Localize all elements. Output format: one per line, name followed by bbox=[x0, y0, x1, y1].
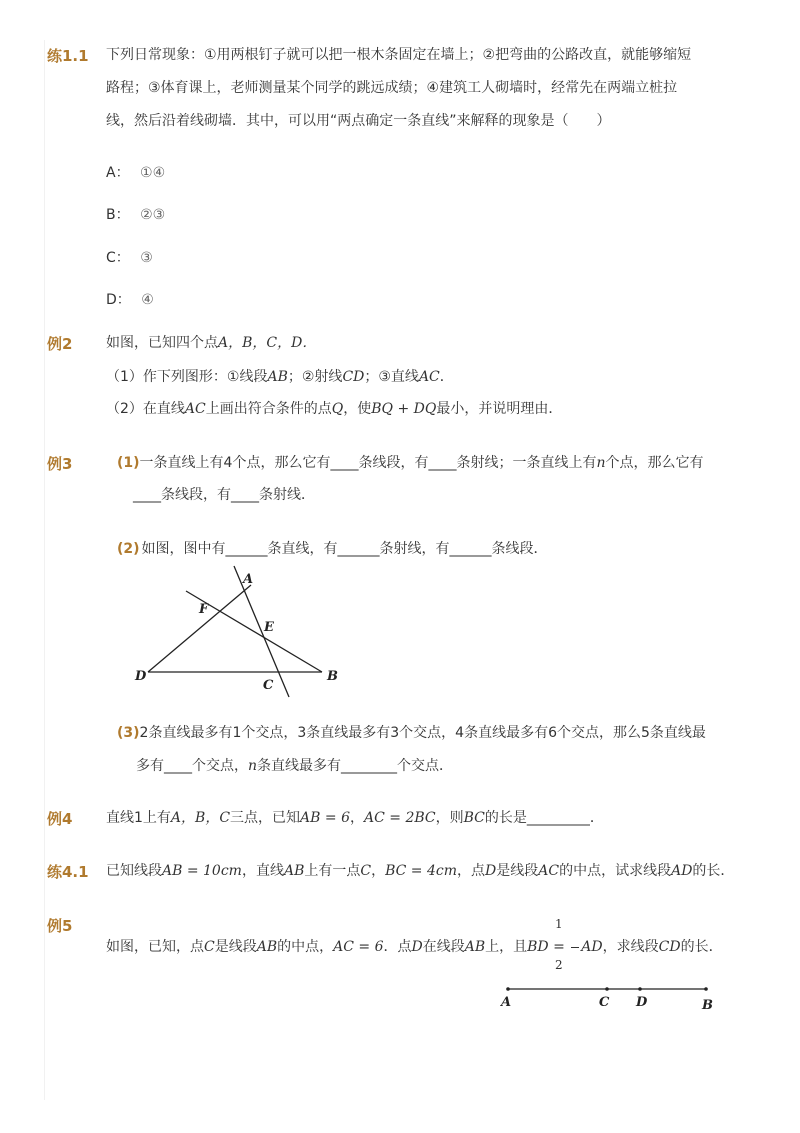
point-c bbox=[605, 987, 609, 991]
ex2-q2-prefix: （2）在直线 bbox=[106, 401, 185, 417]
option-d-value: ④ bbox=[141, 292, 154, 308]
ex5-d: D bbox=[411, 939, 423, 955]
ex5-t1: 如图，已知，点 bbox=[106, 939, 204, 955]
ex4-sep: ， bbox=[349, 810, 364, 826]
option-b-label: B： bbox=[106, 207, 130, 223]
point-a bbox=[506, 987, 510, 991]
ex4-1-t2: ，直线 bbox=[241, 863, 284, 879]
ex2-q2-expr: BQ + DQ bbox=[371, 401, 437, 417]
ex3-part-1-number: (1) bbox=[117, 455, 140, 471]
ex2-q1-end: ． bbox=[439, 369, 454, 385]
ex3-p3-n: n bbox=[248, 758, 258, 774]
ex4-eq1: AB = 6 bbox=[300, 810, 350, 826]
ex1-1-line-1: 下列日常现象：①用两根钉子就可以把一根木条固定在墙上；②把弯曲的公路改直，就能够缩短 bbox=[106, 47, 692, 63]
ex4-points: A，B，C bbox=[170, 810, 231, 826]
ex5-t4: ．点 bbox=[383, 939, 412, 955]
label-d: D bbox=[135, 669, 147, 684]
option-a-label: A： bbox=[106, 165, 130, 181]
ex2-points: A，B，C，D． bbox=[218, 335, 317, 351]
ex5-t8: 的长． bbox=[680, 939, 723, 955]
ex4-1-t1: 已知线段 bbox=[106, 863, 162, 879]
label-c: C bbox=[599, 995, 610, 1010]
point-d bbox=[638, 987, 642, 991]
point-b bbox=[704, 987, 708, 991]
ex3-part-1-line-2: ____条线段，有____条射线． bbox=[133, 487, 315, 503]
ex2-q2-end: 最小，并说明理由． bbox=[436, 401, 563, 417]
fraction-numerator: 1 bbox=[555, 917, 563, 931]
example-tag-3: 例3 bbox=[47, 455, 73, 473]
ex5-ab: AB bbox=[256, 939, 278, 955]
label-c: C bbox=[263, 678, 274, 693]
ex5-c: C bbox=[204, 939, 215, 955]
label-e: E bbox=[264, 620, 274, 635]
ex4-text-a: 直线1上有 bbox=[106, 810, 171, 826]
ex2-q2-ac: AC bbox=[184, 401, 206, 417]
ex4-1-t8: 的长． bbox=[692, 863, 735, 879]
ex5-t5: 在线段 bbox=[422, 939, 465, 955]
ex2-q2-mid: 上画出符合条件的点 bbox=[205, 401, 332, 417]
ex3-p3-text-2a: 多有____个交点， bbox=[136, 758, 248, 774]
ex3-part-3-number: (3) bbox=[117, 725, 140, 741]
example-tag-5: 例5 bbox=[47, 917, 73, 935]
label-a: A bbox=[501, 995, 512, 1010]
option-c-label: C： bbox=[106, 250, 130, 266]
ex4-1-t6: 是线段 bbox=[496, 863, 539, 879]
ex4-1-d: D bbox=[485, 863, 497, 879]
ex5-eq2a: BD = bbox=[527, 939, 570, 955]
ex4-1-t7: 的中点，试求线段 bbox=[559, 863, 672, 879]
ex2-q1-mid2: ；③直线 bbox=[364, 369, 419, 385]
ex4-text-c: ，则 bbox=[435, 810, 464, 826]
ex5-cd: CD bbox=[658, 939, 681, 955]
ex5-t7: ，求线段 bbox=[602, 939, 659, 955]
ex1-1-line-2: 路程；③体育课上，老师测量某个同学的跳远成绩；④建筑工人砌墙时，经常先在两端立桩拉 bbox=[106, 80, 678, 96]
label-b: B bbox=[702, 998, 713, 1013]
ex4-1-t4: ， bbox=[371, 863, 386, 879]
example-tag-2: 例2 bbox=[47, 335, 73, 353]
ex5-t2: 是线段 bbox=[214, 939, 257, 955]
ex2-q2-mid2: ，使 bbox=[343, 401, 372, 417]
fraction-denominator: 2 bbox=[555, 958, 563, 972]
label-b: B bbox=[327, 669, 338, 684]
ex2-q2-q: Q bbox=[331, 401, 344, 417]
ex4-1-c: C bbox=[360, 863, 372, 879]
exercise-tag-1-1: 练1.1 bbox=[47, 47, 89, 65]
label-a: A bbox=[243, 572, 254, 587]
ex3-p3-text-1: 2条直线最多有1个交点，3条直线最多有3个交点，4条直线最多有6个交点，那么5条直线最 bbox=[139, 725, 706, 741]
ex2-q1-prefix: （1）作下列图形：①线段 bbox=[106, 369, 268, 385]
ex4-1-ab: AB bbox=[283, 863, 305, 879]
ex3-p3-text-2b: 条直线最多有________个交点． bbox=[257, 758, 454, 774]
option-d-label: D： bbox=[106, 292, 131, 308]
ex5-ab2: AB bbox=[464, 939, 486, 955]
ex4-text-b: 三点，已知 bbox=[230, 810, 301, 826]
ex2-intro-text: 如图，已知四个点 bbox=[106, 335, 218, 351]
ex3-p1-n: n bbox=[596, 455, 606, 471]
ex4-1-eq2: BC = 4cm bbox=[385, 863, 458, 879]
label-f: F bbox=[199, 602, 209, 617]
ex4-1-ad: AD bbox=[671, 863, 693, 879]
ex3-p2-text: 如图，图中有______条直线，有______条射线，有______条线段． bbox=[141, 541, 548, 557]
ex4-text-d: 的长是_________． bbox=[484, 810, 604, 826]
ex2-q1-ab: AB bbox=[267, 369, 288, 385]
option-c-value: ③ bbox=[140, 250, 153, 266]
option-a-value: ①④ bbox=[140, 165, 166, 181]
ex2-q1-cd: CD bbox=[342, 369, 365, 385]
ex3-p1-text-b: 个点，那么它有 bbox=[605, 455, 704, 471]
ex4-1-eq1: AB = 10cm bbox=[162, 863, 242, 879]
exercise-tag-4-1: 练4.1 bbox=[47, 863, 89, 881]
ex4-eq2: AC = 2BC bbox=[363, 810, 436, 826]
ex5-t6: 上，且 bbox=[485, 939, 528, 955]
ex2-q1-ac: AC bbox=[418, 369, 440, 385]
ex3-p1-text-a: 一条直线上有4个点，那么它有____条线段，有____条射线；一条直线上有 bbox=[139, 455, 597, 471]
ex5-eq1: AC = 6 bbox=[333, 939, 384, 955]
ex3-part-2-number: (2) bbox=[117, 541, 140, 557]
ex4-1-t5: ，点 bbox=[457, 863, 486, 879]
ex4-bc: BC bbox=[463, 810, 485, 826]
ex1-1-line-3: 线，然后沿着线砌墙．其中，可以用“两点确定一条直线”来解释的现象是（ ） bbox=[106, 113, 611, 129]
ex5-t3: 的中点， bbox=[277, 939, 334, 955]
ex4-1-ac: AC bbox=[538, 863, 560, 879]
ex2-q1-mid: ；②射线 bbox=[287, 369, 343, 385]
ex4-1-t3: 上有一点 bbox=[304, 863, 361, 879]
example-tag-4: 例4 bbox=[47, 810, 73, 828]
option-b-value: ②③ bbox=[140, 207, 166, 223]
label-d: D bbox=[636, 995, 648, 1010]
ex5-eq2b: AD bbox=[581, 939, 603, 955]
